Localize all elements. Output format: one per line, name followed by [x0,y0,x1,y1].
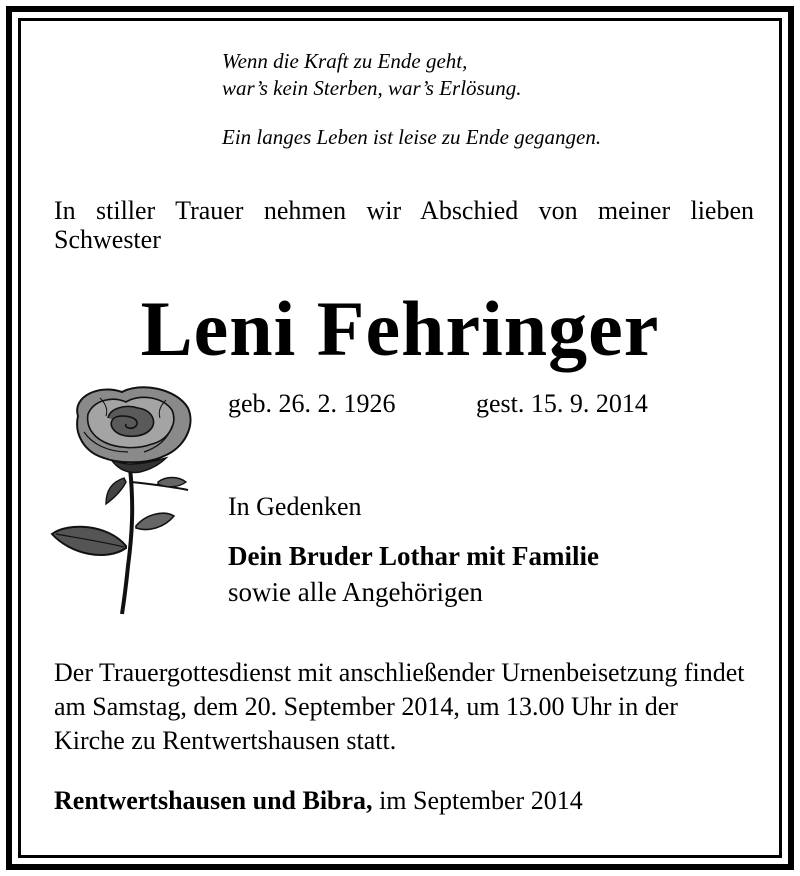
death-date: gest. 15. 9. 2014 [476,389,648,418]
place-month: im September 2014 [379,786,583,815]
rose-icon [48,386,198,618]
poem-gap [222,102,601,124]
place-towns: Rentwertshausen und Bibra, [54,786,373,815]
place-date [54,784,583,818]
poem-line-3: Ein langes Leben ist leise zu Ende gegangen. [222,125,602,149]
deceased-name: Leni Fehringer [140,285,660,372]
poem [222,48,601,151]
poem-line-1: Wenn die Kraft zu Ende geht, [222,49,468,73]
memory-label: In Gedenken [228,492,362,521]
signer-main: Dein Bruder Lothar mit Familie [228,541,599,571]
signer-others: sowie alle Angehörigen [228,577,483,607]
service-text: Der Trauergottesdienst mit anschließender Urnenbeisetzung findet am Samstag, dem 20. September 2014, um 13.00 Uhr in der Kirche zu Rentwertshausen statt. [54,658,745,755]
poem-line-2: war’s kein Sterben, war’s Erlösung. [222,76,522,100]
intro-text: In stiller Trauer nehmen wir Abschied von meiner lieben Schwester [54,196,754,254]
signers [228,538,599,610]
birth-date: geb. 26. 2. 1926 [228,389,396,418]
